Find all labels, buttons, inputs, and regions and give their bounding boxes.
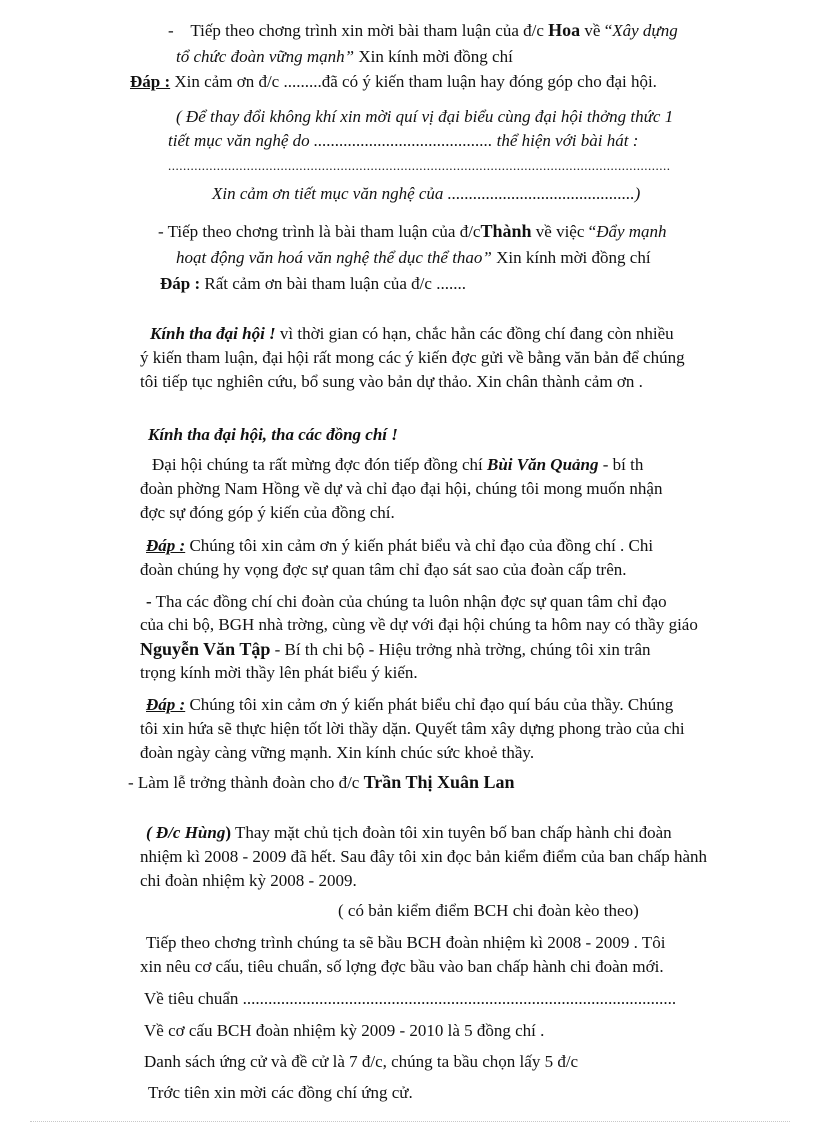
reply-label: Đáp : <box>146 695 186 714</box>
text: Tha các đồng chí chi đoàn của chúng ta luôn nhận đợc sự quan tâm chỉ đạo <box>151 592 667 611</box>
line-11 <box>150 323 674 345</box>
line-29: nhiệm kì 2008 - 2009 đã hết. Sau đây tôi xin đọc bản kiểm điểm của ban chấp hành <box>140 847 708 866</box>
dotted-line: ...................................................................................................................................... <box>168 158 671 173</box>
text: Xin cảm ơn đ/c .........đã có ý kiến tham luận hay đóng góp cho đại hội. <box>170 72 657 91</box>
dash: - <box>146 592 152 611</box>
line-18 <box>146 535 653 557</box>
reply-label: Đáp : <box>130 72 171 91</box>
paren: ) <box>225 823 232 842</box>
topic-title: hoạt động văn hoá văn nghệ thể dục thể thao” <box>176 248 492 267</box>
topic-title: tổ chức đoàn vững mạnh” <box>176 47 355 66</box>
text: Chúng tôi xin cảm ơn ý kiến phát biểu chỉ đạo quí báu của thầy. Chúng <box>185 695 674 714</box>
speaker-hung: ( Đ/c Hùng <box>146 823 226 842</box>
text: - Bí th chi bộ - Hiệu trởng nhà trờng, chúng tôi xin trân <box>270 640 651 659</box>
line-37: Trớc tiên xin mời các đồng chí ứng cử. <box>148 1083 413 1102</box>
line-35: Về cơ cấu BCH đoàn nhiệm kỳ 2009 - 2010 là 5 đồng chí . <box>144 1021 545 1040</box>
line-22 <box>140 638 651 661</box>
line-34: Về tiêu chuẩn ...................................................................................................... <box>144 989 677 1008</box>
text: về việc “ <box>531 222 597 241</box>
line-1 <box>168 19 678 42</box>
line-4: ( Để thay đổi không khí xin mời quí vị đại biểu cùng đại hội thởng thức 1 <box>176 107 674 126</box>
page-bottom-rule <box>30 1121 790 1122</box>
line-32: Tiếp theo chơng trình chúng ta sẽ bầu BCH đoàn nhiệm kì 2008 - 2009 . Tôi <box>146 933 666 952</box>
text: Xin kính mời đồng chí <box>354 47 513 66</box>
line-3 <box>130 71 657 93</box>
line-5: tiết mục văn nghệ do .......................................... thể hiện với bài hát : <box>168 131 639 150</box>
text: vì thời gian có hạn, chắc hẳn các đồng chí đang còn nhiều <box>275 324 674 343</box>
line-20 <box>146 591 667 613</box>
line-7: Xin cảm ơn tiết mục văn nghệ của ............................................) <box>212 184 641 203</box>
bullet: - <box>168 21 174 40</box>
line-15 <box>152 454 643 476</box>
reply-label: Đáp : <box>160 274 201 293</box>
text: Xin kính mời đồng chí <box>491 248 651 267</box>
name-hoa: Hoa <box>548 20 581 40</box>
text: Chúng tôi xin cảm ơn ý kiến phát biểu và chỉ đạo của đồng chí . Chi <box>185 536 654 555</box>
line-27 <box>128 771 515 794</box>
line-8 <box>158 220 667 243</box>
line-25: tôi xin hứa sẽ thực hiện tốt lời thầy dặn. Quyết tâm xây dựng phong trào của chi <box>140 719 685 738</box>
text: - bí th <box>598 455 644 474</box>
text: - Làm lễ trởng thành đoàn cho đ/c <box>128 773 360 792</box>
line-17: đợc sự đóng góp ý kiến của đồng chí. <box>140 503 395 522</box>
line-21: của chi bộ, BGH nhà trờng, cùng về dự với đại hội chúng ta hôm nay có thầy giáo <box>140 615 698 634</box>
line-10 <box>160 273 466 295</box>
line-12: ý kiến tham luận, đại hội rất mong các ý kiến đợc gửi về bằng văn bản để chúng <box>140 348 685 367</box>
text: Tiếp theo chơng trình xin mời bài tham luận của đ/c <box>190 21 544 40</box>
text: Đại hội chúng ta rất mừng đợc đón tiếp đồng chí <box>152 455 483 474</box>
line-16: đoàn phờng Nam Hồng về dự và chỉ đạo đại hội, chúng tôi mong muốn nhận <box>140 479 663 498</box>
line-23: trọng kính mời thầy lên phát biểu ý kiến. <box>140 663 418 682</box>
line-2 <box>176 46 513 68</box>
line-19: đoàn chúng hy vọng đợc sự quan tâm chỉ đạo sát sao của đoàn cấp trên. <box>140 560 627 579</box>
text: Rất cảm ơn bài tham luận của đ/c ....... <box>200 274 466 293</box>
line-30: chi đoàn nhiệm kỳ 2008 - 2009. <box>140 871 357 890</box>
text: Thay mặt chủ tịch đoàn tôi xin tuyên bố ban chấp hành chi đoàn <box>231 823 672 842</box>
line-13: tôi tiếp tục nghiên cứu, bổ sung vào bản dự thảo. Xin chân thành cảm ơn . <box>140 372 643 391</box>
text: - Tiếp theo chơng trình là bài tham luận của đ/c <box>158 222 481 241</box>
line-36: Danh sách ứng cử và đề cử là 7 đ/c, chúng ta bầu chọn lấy 5 đ/c <box>144 1052 579 1071</box>
line-24 <box>146 694 673 716</box>
name-nguyen-van-tap: Nguyễn Văn Tập <box>140 639 271 659</box>
name-tran-thi-xuan-lan: Trần Thị Xuân Lan <box>363 772 515 792</box>
line-26: đoàn ngày càng vững mạnh. Xin kính chúc sức khoẻ thầy. <box>140 743 535 762</box>
topic-title: Xây dựng <box>612 21 678 40</box>
text: về “ <box>584 21 613 40</box>
greeting: Kính tha đại hội, tha các đồng chí ! <box>148 425 398 444</box>
line-31: ( có bản kiểm điểm BCH chi đoàn kèo theo) <box>338 901 639 920</box>
reply-label: Đáp : <box>146 536 186 555</box>
name-thanh: Thành <box>480 221 532 241</box>
line-9 <box>176 247 651 269</box>
topic-title: Đẩy mạnh <box>596 222 667 241</box>
name-bui-van-quang: Bùi Văn Quảng <box>487 455 599 474</box>
line-33: xin nêu cơ cấu, tiêu chuẩn, số lợng đợc bầu vào ban chấp hành chi đoàn mới. <box>140 957 664 976</box>
greeting: Kính tha đại hội ! <box>150 324 276 343</box>
line-28 <box>146 822 672 844</box>
